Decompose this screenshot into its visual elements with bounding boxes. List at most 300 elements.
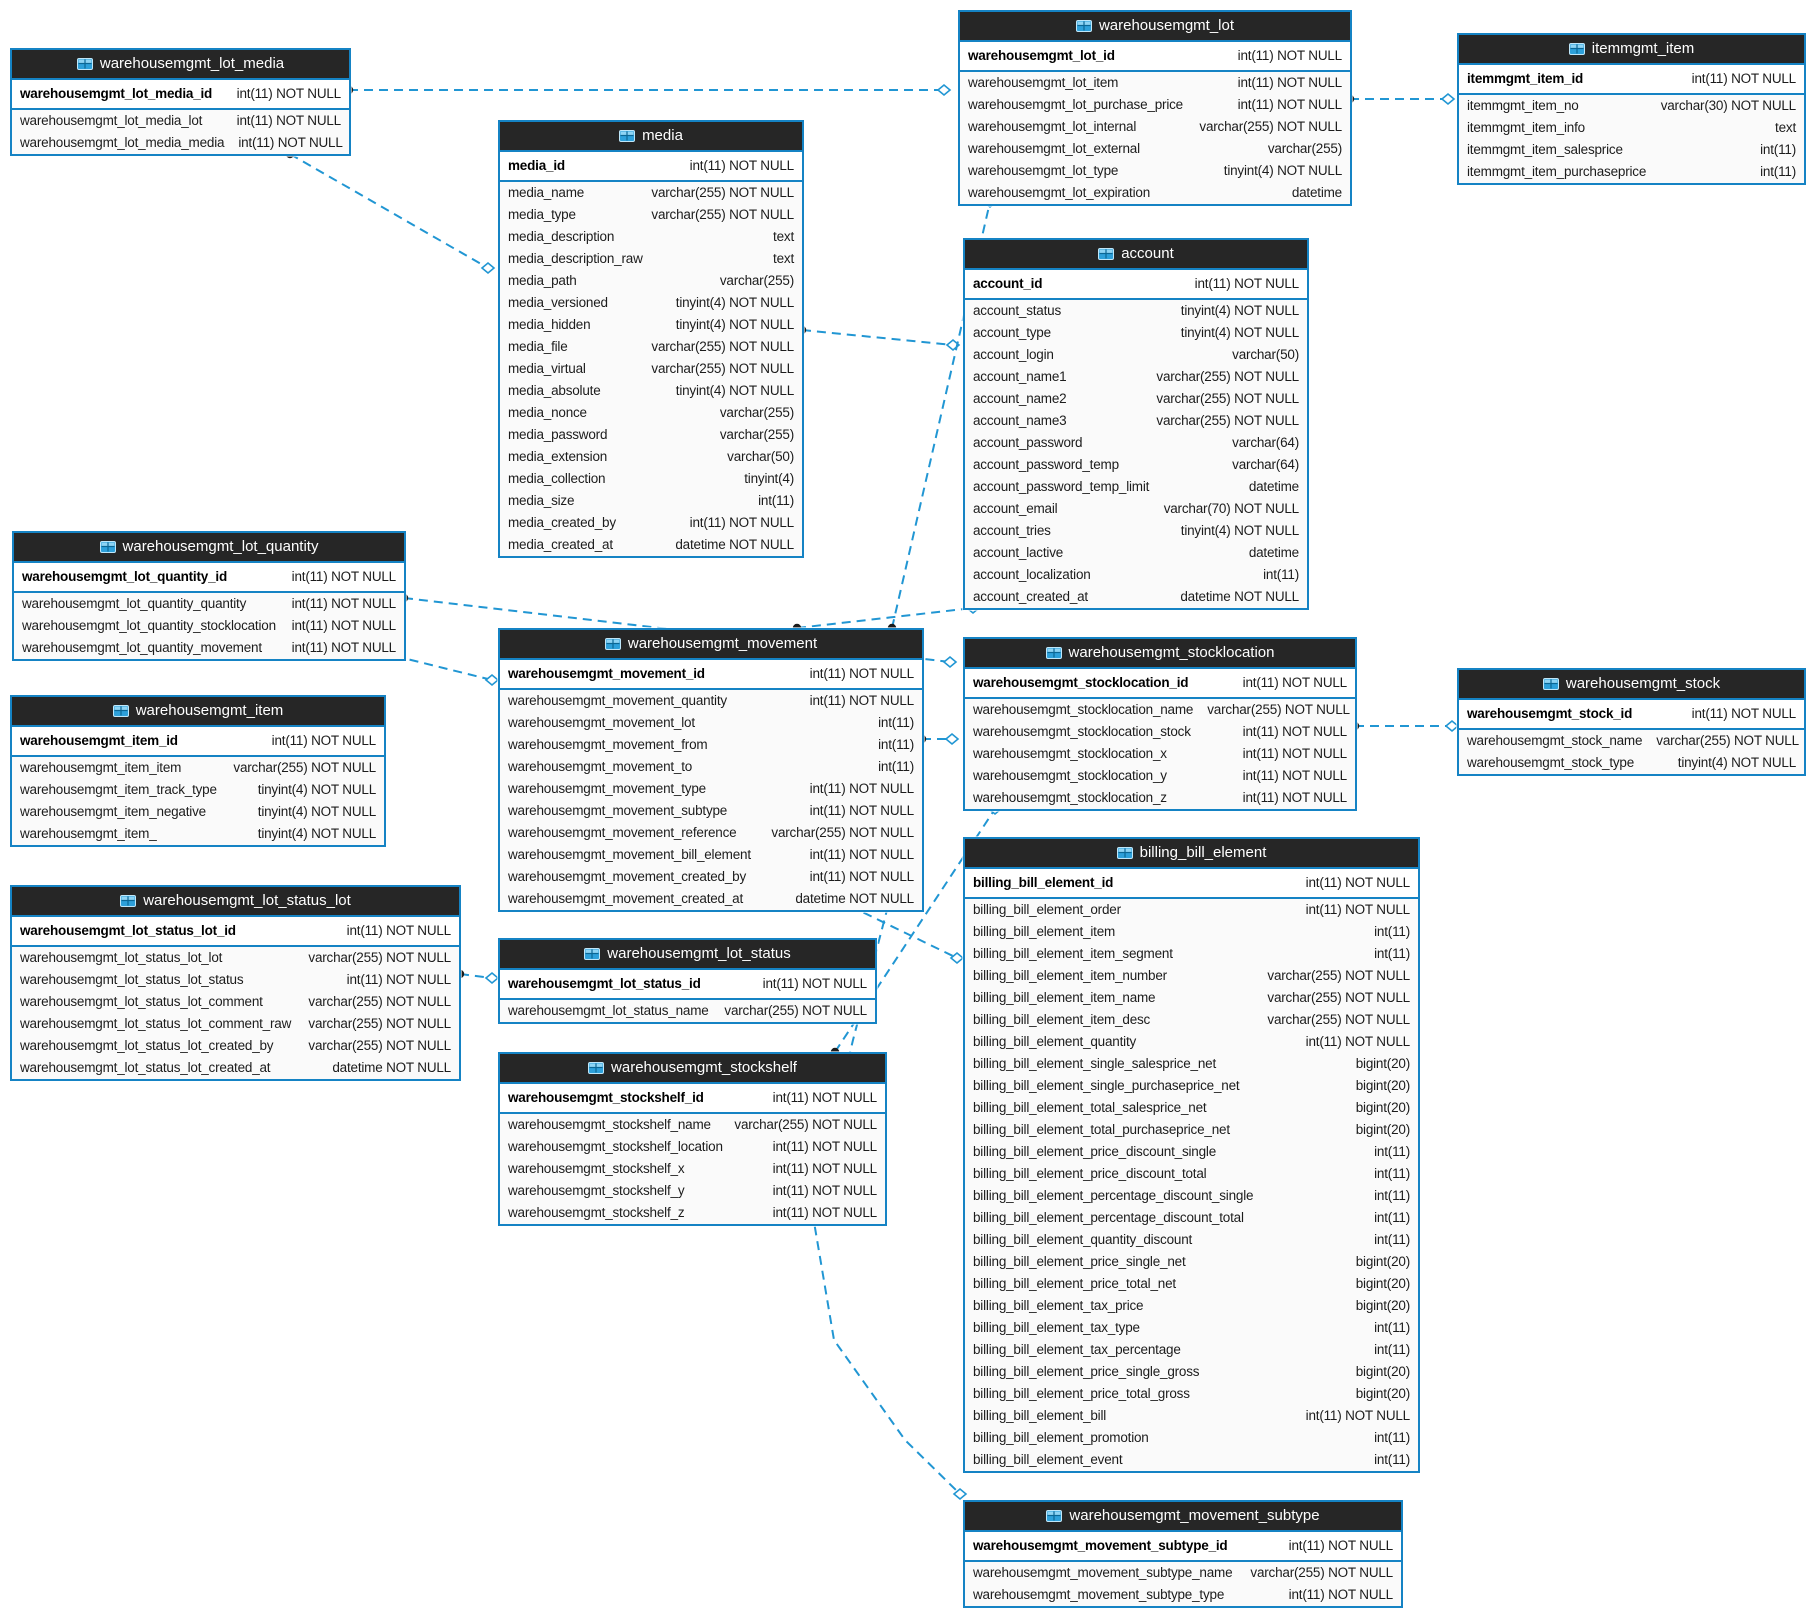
field-row[interactable] — [1459, 95, 1804, 117]
field-row[interactable] — [14, 593, 404, 615]
field-type: varchar(255) NOT NULL — [651, 361, 794, 376]
field-row[interactable] — [965, 454, 1307, 476]
field-type: int(11) — [1374, 1188, 1410, 1203]
field-type: int(11) NOT NULL — [1237, 75, 1342, 90]
field-row[interactable] — [12, 757, 384, 779]
field-name: itemmgmt_item_purchaseprice — [1467, 164, 1647, 179]
pk-field-row[interactable] — [1459, 65, 1804, 95]
table-itemmgmt_item[interactable] — [1457, 33, 1806, 185]
field-row[interactable] — [960, 182, 1350, 204]
field-row[interactable] — [500, 888, 922, 910]
field-type: bigint(20) — [1355, 1386, 1410, 1401]
field-row[interactable] — [965, 1031, 1418, 1053]
field-row[interactable] — [965, 586, 1307, 608]
field-type: int(11) NOT NULL — [291, 596, 396, 611]
field-row[interactable] — [500, 248, 802, 270]
field-type: varchar(255) NOT NULL — [1156, 391, 1299, 406]
table-header-account[interactable] — [965, 240, 1307, 270]
field-name: billing_bill_element_price_discount_single — [973, 1144, 1217, 1159]
field-name: warehousemgmt_movement_bill_element — [508, 847, 751, 862]
field-row[interactable] — [965, 743, 1355, 765]
field-name: warehousemgmt_lot_quantity_id — [22, 569, 227, 584]
table-media[interactable] — [498, 120, 804, 558]
field-row[interactable] — [500, 182, 802, 204]
field-row[interactable] — [500, 1158, 885, 1180]
field-name: warehousemgmt_stockshelf_location — [508, 1139, 723, 1154]
field-row[interactable] — [965, 300, 1307, 322]
field-name: billing_bill_element_tax_price — [973, 1298, 1144, 1313]
field-row[interactable] — [12, 110, 349, 132]
field-name: billing_bill_element_id — [973, 875, 1114, 890]
field-name: billing_bill_element_percentage_discount_single — [973, 1188, 1254, 1203]
field-name: billing_bill_element_quantity — [973, 1034, 1137, 1049]
field-row[interactable] — [12, 801, 384, 823]
field-row[interactable] — [965, 1119, 1418, 1141]
table-header-warehousemgmt_lot_status[interactable] — [500, 940, 875, 970]
field-type: int(11) NOT NULL — [1242, 724, 1347, 739]
field-row[interactable] — [500, 734, 922, 756]
relationship-connector-warehousemgmt_lot_media-to-media[interactable] — [290, 154, 488, 268]
field-name: warehousemgmt_lot_status_id — [508, 976, 701, 991]
field-row[interactable] — [500, 800, 922, 822]
field-row[interactable] — [12, 991, 459, 1013]
field-name: warehousemgmt_lot_status_lot_lot — [20, 950, 223, 965]
field-row[interactable] — [500, 226, 802, 248]
field-type: text — [773, 229, 794, 244]
table-warehousemgmt_item[interactable] — [10, 695, 386, 847]
table-icon — [584, 948, 600, 960]
table-header-warehousemgmt_lot_media[interactable] — [12, 50, 349, 80]
field-row[interactable] — [1459, 117, 1804, 139]
field-name: warehousemgmt_movement_subtype_id — [973, 1538, 1228, 1553]
pk-field-row[interactable] — [12, 80, 349, 110]
field-row[interactable] — [965, 1449, 1418, 1471]
field-row[interactable] — [500, 292, 802, 314]
field-row[interactable] — [965, 1053, 1418, 1075]
field-type: int(11) NOT NULL — [809, 803, 914, 818]
field-row[interactable] — [500, 402, 802, 424]
field-name: warehousemgmt_movement_type — [508, 781, 706, 796]
field-name: warehousemgmt_stock_id — [1467, 706, 1633, 721]
table-warehousemgmt_lot_media[interactable] — [10, 48, 351, 156]
field-row[interactable] — [965, 1009, 1418, 1031]
pk-field-row[interactable] — [965, 869, 1418, 899]
table-header-warehousemgmt_stockshelf[interactable] — [500, 1054, 885, 1084]
field-row[interactable] — [965, 564, 1307, 586]
table-warehousemgmt_lot_quantity[interactable] — [12, 531, 406, 661]
field-row[interactable] — [500, 446, 802, 468]
field-row[interactable] — [500, 270, 802, 292]
field-type: varchar(64) — [1232, 435, 1299, 450]
field-type: int(11) NOT NULL — [1305, 1034, 1410, 1049]
field-name: account_name3 — [973, 413, 1067, 428]
field-row[interactable] — [965, 965, 1418, 987]
field-type: int(11) NOT NULL — [1194, 276, 1299, 291]
field-row[interactable] — [965, 498, 1307, 520]
field-row[interactable] — [965, 1361, 1418, 1383]
field-type: int(11) NOT NULL — [1691, 706, 1796, 721]
field-row[interactable] — [965, 1273, 1418, 1295]
field-type: datetime NOT NULL — [795, 891, 914, 906]
table-warehousemgmt_stockshelf[interactable] — [498, 1052, 887, 1226]
field-row[interactable] — [965, 1317, 1418, 1339]
table-icon — [619, 130, 635, 142]
table-header-warehousemgmt_lot[interactable] — [960, 12, 1350, 42]
pk-field-row[interactable] — [965, 669, 1355, 699]
field-type: tinyint(4) NOT NULL — [1677, 755, 1796, 770]
pk-field-row[interactable] — [500, 970, 875, 1000]
field-name: media_id — [508, 158, 565, 173]
field-name: warehousemgmt_movement_reference — [508, 825, 737, 840]
field-name: account_created_at — [973, 589, 1088, 604]
field-type: int(11) — [758, 493, 794, 508]
field-name: media_hidden — [508, 317, 591, 332]
table-icon — [1076, 20, 1092, 32]
field-name: warehousemgmt_lot_media_id — [20, 86, 213, 101]
field-row[interactable] — [965, 1562, 1401, 1584]
field-name: billing_bill_element_event — [973, 1452, 1123, 1467]
field-row[interactable] — [965, 1185, 1418, 1207]
field-type: int(11) NOT NULL — [809, 869, 914, 884]
table-warehousemgmt_lot_status_lot[interactable] — [10, 885, 461, 1081]
field-type: tinyint(4) NOT NULL — [1180, 325, 1299, 340]
pk-field-row[interactable] — [1459, 700, 1804, 730]
field-row[interactable] — [965, 432, 1307, 454]
field-row[interactable] — [965, 1097, 1418, 1119]
field-type: varchar(255) NOT NULL — [651, 185, 794, 200]
field-name: warehousemgmt_stock_name — [1467, 733, 1643, 748]
field-name: media_path — [508, 273, 577, 288]
field-row[interactable] — [500, 712, 922, 734]
field-row[interactable] — [500, 468, 802, 490]
field-name: account_login — [973, 347, 1054, 362]
field-row[interactable] — [500, 690, 922, 712]
table-warehousemgmt_stocklocation[interactable] — [963, 637, 1357, 811]
pk-field-row[interactable] — [12, 727, 384, 757]
field-row[interactable] — [965, 322, 1307, 344]
field-row[interactable] — [12, 969, 459, 991]
field-row[interactable] — [500, 512, 802, 534]
field-row[interactable] — [500, 358, 802, 380]
field-type: tinyint(4) — [744, 471, 794, 486]
table-warehousemgmt_movement[interactable] — [498, 628, 924, 912]
table-header-warehousemgmt_lot_quantity[interactable] — [14, 533, 404, 563]
table-header-warehousemgmt_movement[interactable] — [500, 630, 922, 660]
field-row[interactable] — [965, 899, 1418, 921]
table-title: warehousemgmt_item — [135, 702, 284, 719]
field-row[interactable] — [12, 1057, 459, 1079]
field-row[interactable] — [14, 615, 404, 637]
field-row[interactable] — [965, 366, 1307, 388]
field-row[interactable] — [965, 388, 1307, 410]
field-row[interactable] — [965, 520, 1307, 542]
field-name: itemmgmt_item_info — [1467, 120, 1585, 135]
field-row[interactable] — [965, 542, 1307, 564]
field-row[interactable] — [500, 534, 802, 556]
field-type: varchar(255) NOT NULL — [1156, 369, 1299, 384]
field-row[interactable] — [965, 987, 1418, 1009]
field-row[interactable] — [500, 866, 922, 888]
field-row[interactable] — [500, 778, 922, 800]
field-row[interactable] — [12, 947, 459, 969]
field-name: account_lactive — [973, 545, 1064, 560]
field-name: account_tries — [973, 523, 1051, 538]
field-name: warehousemgmt_movement_subtype_type — [973, 1587, 1225, 1602]
field-row[interactable] — [500, 1000, 875, 1022]
field-row[interactable] — [500, 1136, 885, 1158]
field-type: bigint(20) — [1355, 1100, 1410, 1115]
table-header-warehousemgmt_movement_subtype[interactable] — [965, 1502, 1401, 1532]
field-row[interactable] — [12, 823, 384, 845]
table-icon — [77, 58, 93, 70]
field-row[interactable] — [500, 490, 802, 512]
field-row[interactable] — [965, 1251, 1418, 1273]
table-warehousemgmt_movement_subtype[interactable] — [963, 1500, 1403, 1608]
field-name: media_collection — [508, 471, 606, 486]
field-name: media_versioned — [508, 295, 608, 310]
field-name: warehousemgmt_movement_to — [508, 759, 693, 774]
field-row[interactable] — [965, 787, 1355, 809]
table-warehousemgmt_stock[interactable] — [1457, 668, 1806, 776]
connector-endpoint-diamond — [938, 85, 950, 95]
field-type: varchar(70) NOT NULL — [1163, 501, 1299, 516]
field-type: bigint(20) — [1355, 1056, 1410, 1071]
pk-field-row[interactable] — [965, 1532, 1401, 1562]
table-title: warehousemgmt_lot — [1098, 17, 1235, 34]
field-row[interactable] — [965, 721, 1355, 743]
field-row[interactable] — [965, 1207, 1418, 1229]
table-header-warehousemgmt_stocklocation[interactable] — [965, 639, 1355, 669]
field-row[interactable] — [965, 1141, 1418, 1163]
field-row[interactable] — [965, 1295, 1418, 1317]
table-account[interactable] — [963, 238, 1309, 610]
field-type: varchar(255) NOT NULL — [1656, 733, 1799, 748]
field-row[interactable] — [965, 410, 1307, 432]
field-type: int(11) NOT NULL — [772, 1139, 877, 1154]
field-row[interactable] — [500, 424, 802, 446]
field-name: warehousemgmt_stockshelf_name — [508, 1117, 711, 1132]
field-name: media_nonce — [508, 405, 587, 420]
relationship-connector-warehousemgmt_lot_quantity-to-warehousemgmt_movement[interactable] — [395, 656, 492, 680]
field-type: bigint(20) — [1355, 1254, 1410, 1269]
field-type: int(11) NOT NULL — [809, 666, 914, 681]
field-type: tinyint(4) NOT NULL — [257, 826, 376, 841]
field-type: int(11) NOT NULL — [1237, 48, 1342, 63]
field-type: datetime — [1248, 545, 1299, 560]
field-name: warehousemgmt_movement_from — [508, 737, 708, 752]
field-row[interactable] — [12, 779, 384, 801]
field-type: varchar(50) — [1232, 347, 1299, 362]
field-name: account_password_temp — [973, 457, 1119, 472]
field-row[interactable] — [1459, 139, 1804, 161]
table-icon — [1569, 43, 1585, 55]
connector-endpoint-diamond — [486, 675, 498, 685]
table-icon — [588, 1062, 604, 1074]
field-type: tinyint(4) NOT NULL — [675, 317, 794, 332]
pk-field-row[interactable] — [14, 563, 404, 593]
field-name: warehousemgmt_lot_purchase_price — [968, 97, 1183, 112]
field-row[interactable] — [965, 344, 1307, 366]
field-row[interactable] — [14, 637, 404, 659]
field-row[interactable] — [965, 1229, 1418, 1251]
table-header-billing_bill_element[interactable] — [965, 839, 1418, 869]
field-row[interactable] — [500, 336, 802, 358]
field-row[interactable] — [12, 132, 349, 154]
pk-field-row[interactable] — [500, 1084, 885, 1114]
table-title: warehousemgmt_movement — [627, 635, 818, 652]
relationship-connector-warehousemgmt_movement-to-account[interactable] — [797, 608, 973, 628]
field-row[interactable] — [965, 1383, 1418, 1405]
field-name: billing_bill_element_bill — [973, 1408, 1107, 1423]
connector-endpoint-diamond — [954, 1489, 966, 1499]
field-row[interactable] — [965, 1075, 1418, 1097]
field-type: int(11) NOT NULL — [772, 1205, 877, 1220]
field-row[interactable] — [500, 844, 922, 866]
relationship-connector-media-to-account[interactable] — [802, 330, 953, 345]
field-name: account_id — [973, 276, 1043, 291]
field-name: billing_bill_element_item_segment — [973, 946, 1173, 961]
field-type: int(11) NOT NULL — [236, 113, 341, 128]
field-name: warehousemgmt_stockshelf_y — [508, 1183, 685, 1198]
pk-field-row[interactable] — [960, 42, 1350, 72]
field-row[interactable] — [500, 380, 802, 402]
table-header-media[interactable] — [500, 122, 802, 152]
field-type: datetime NOT NULL — [1180, 589, 1299, 604]
field-type: bigint(20) — [1355, 1298, 1410, 1313]
table-warehousemgmt_lot_status[interactable] — [498, 938, 877, 1024]
field-name: warehousemgmt_movement_subtype_name — [973, 1565, 1233, 1580]
field-name: media_type — [508, 207, 576, 222]
field-row[interactable] — [965, 1405, 1418, 1427]
table-header-warehousemgmt_item[interactable] — [12, 697, 384, 727]
field-row[interactable] — [500, 756, 922, 778]
field-type: int(11) — [1760, 142, 1796, 157]
field-name: itemmgmt_item_id — [1467, 71, 1584, 86]
field-name: billing_bill_element_single_purchaseprice_net — [973, 1078, 1240, 1093]
field-row[interactable] — [965, 1339, 1418, 1361]
field-row[interactable] — [960, 116, 1350, 138]
field-name: billing_bill_element_price_discount_total — [973, 1166, 1207, 1181]
field-row[interactable] — [500, 1180, 885, 1202]
field-name: warehousemgmt_lot_quantity_stocklocation — [22, 618, 276, 633]
field-name: warehousemgmt_item_ — [20, 826, 157, 841]
table-icon — [100, 541, 116, 553]
table-icon — [1543, 678, 1559, 690]
table-title: account — [1121, 245, 1174, 262]
field-name: warehousemgmt_lot_type — [968, 163, 1119, 178]
field-name: warehousemgmt_stockshelf_x — [508, 1161, 685, 1176]
field-name: billing_bill_element_total_salesprice_net — [973, 1100, 1207, 1115]
table-header-itemmgmt_item[interactable] — [1459, 35, 1804, 65]
field-row[interactable] — [12, 1013, 459, 1035]
table-warehousemgmt_lot[interactable] — [958, 10, 1352, 206]
table-billing_bill_element[interactable] — [963, 837, 1420, 1473]
field-row[interactable] — [965, 943, 1418, 965]
field-row[interactable] — [965, 1584, 1401, 1606]
pk-field-row[interactable] — [12, 917, 459, 947]
field-row[interactable] — [960, 160, 1350, 182]
field-row[interactable] — [1459, 730, 1804, 752]
field-type: bigint(20) — [1355, 1276, 1410, 1291]
table-title: warehousemgmt_movement_subtype — [1069, 1507, 1320, 1524]
field-row[interactable] — [965, 1427, 1418, 1449]
field-row[interactable] — [960, 138, 1350, 160]
field-row[interactable] — [500, 1202, 885, 1224]
field-name: media_password — [508, 427, 608, 442]
pk-field-row[interactable] — [500, 660, 922, 690]
field-type: int(11) NOT NULL — [689, 515, 794, 530]
field-type: varchar(255) NOT NULL — [1267, 990, 1410, 1005]
field-name: account_status — [973, 303, 1062, 318]
field-row[interactable] — [960, 94, 1350, 116]
field-type: int(11) NOT NULL — [291, 640, 396, 655]
field-name: warehousemgmt_movement_lot — [508, 715, 695, 730]
field-row[interactable] — [960, 72, 1350, 94]
field-row[interactable] — [500, 822, 922, 844]
field-type: int(11) — [1374, 1210, 1410, 1225]
field-type: int(11) NOT NULL — [238, 135, 343, 150]
field-row[interactable] — [1459, 752, 1804, 774]
field-type: int(11) NOT NULL — [1288, 1587, 1393, 1602]
field-row[interactable] — [500, 314, 802, 336]
field-name: warehousemgmt_lot_internal — [968, 119, 1137, 134]
connector-endpoint-diamond — [946, 734, 958, 744]
table-header-warehousemgmt_stock[interactable] — [1459, 670, 1804, 700]
field-row[interactable] — [965, 699, 1355, 721]
field-type: datetime — [1291, 185, 1342, 200]
field-name: warehousemgmt_lot_status_lot_id — [20, 923, 236, 938]
pk-field-row[interactable] — [965, 270, 1307, 300]
field-name: warehousemgmt_stocklocation_z — [973, 790, 1167, 805]
field-type: int(11) NOT NULL — [271, 733, 376, 748]
field-row[interactable] — [12, 1035, 459, 1057]
field-type: tinyint(4) NOT NULL — [1223, 163, 1342, 178]
field-type: varchar(255) NOT NULL — [1267, 968, 1410, 983]
pk-field-row[interactable] — [500, 152, 802, 182]
field-name: account_name1 — [973, 369, 1067, 384]
field-name: warehousemgmt_lot_expiration — [968, 185, 1151, 200]
field-name: media_virtual — [508, 361, 586, 376]
field-type: bigint(20) — [1355, 1078, 1410, 1093]
field-type: varchar(255) NOT NULL — [308, 950, 451, 965]
table-title: warehousemgmt_stocklocation — [1068, 644, 1275, 661]
field-type: int(11) NOT NULL — [762, 976, 867, 991]
field-type: text — [1775, 120, 1796, 135]
field-row[interactable] — [965, 765, 1355, 787]
field-row[interactable] — [1459, 161, 1804, 183]
field-name: warehousemgmt_lot_status_lot_created_at — [20, 1060, 271, 1075]
field-name: itemmgmt_item_salesprice — [1467, 142, 1623, 157]
field-row[interactable] — [965, 476, 1307, 498]
field-type: varchar(64) — [1232, 457, 1299, 472]
field-name: warehousemgmt_lot_status_lot_status — [20, 972, 244, 987]
field-name: warehousemgmt_stocklocation_x — [973, 746, 1167, 761]
field-row[interactable] — [965, 921, 1418, 943]
field-row[interactable] — [965, 1163, 1418, 1185]
field-name: media_absolute — [508, 383, 601, 398]
field-type: varchar(255) NOT NULL — [1250, 1565, 1393, 1580]
field-type: int(11) NOT NULL — [772, 1161, 877, 1176]
field-name: warehousemgmt_stocklocation_id — [973, 675, 1189, 690]
field-type: tinyint(4) NOT NULL — [675, 383, 794, 398]
field-row[interactable] — [500, 204, 802, 226]
field-type: tinyint(4) NOT NULL — [1180, 523, 1299, 538]
field-row[interactable] — [500, 1114, 885, 1136]
field-name: media_extension — [508, 449, 608, 464]
table-header-warehousemgmt_lot_status_lot[interactable] — [12, 887, 459, 917]
field-name: warehousemgmt_lot_item — [968, 75, 1119, 90]
field-type: bigint(20) — [1355, 1122, 1410, 1137]
